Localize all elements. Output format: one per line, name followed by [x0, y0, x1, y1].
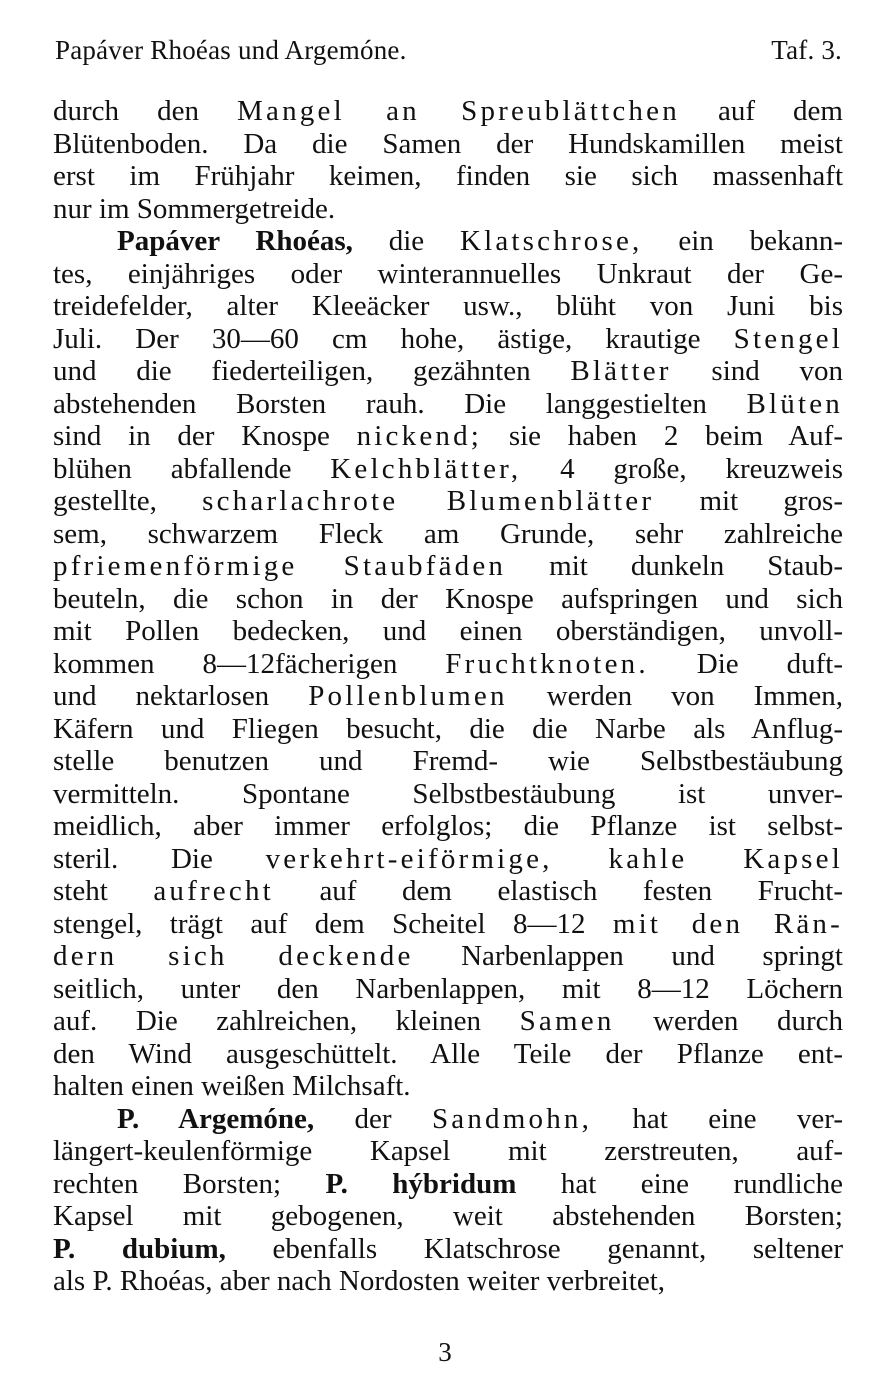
- spaced-term: Sandmohn,: [431, 1102, 593, 1135]
- spaced-term: Samen: [519, 1005, 615, 1037]
- running-header: [55, 34, 842, 66]
- text-line: [53, 908, 843, 941]
- text-segment: mit dunkeln Staub-: [506, 550, 843, 582]
- text-line: [53, 95, 843, 128]
- text-line: [53, 388, 843, 421]
- spaced-term: Kelchblätter,: [330, 452, 522, 485]
- text-line: [53, 940, 843, 973]
- text-segment: auf dem elastisch festen Frucht-: [273, 875, 843, 907]
- text-line: [53, 323, 843, 356]
- text-segment: 4 große, kreuzweis: [521, 452, 844, 485]
- text-line: [53, 1168, 843, 1201]
- text-segment: Narbenlappen und springt: [413, 940, 843, 972]
- text-line: [53, 160, 843, 193]
- text-segment: Die duft-: [648, 647, 843, 680]
- text-segment: sind in der Knospe: [53, 420, 357, 452]
- text-line: [53, 1103, 843, 1136]
- text-segment: erst im Frühjahr keimen, finden sie sich massenhaft: [53, 160, 843, 192]
- text-line: [53, 1135, 843, 1168]
- text-segment: mit Pollen bedecken, und einen oberständigen, unvoll-: [53, 615, 843, 647]
- text-line: [53, 875, 843, 908]
- text-line: [53, 583, 843, 616]
- text-segment: steht: [53, 875, 154, 907]
- text-line: [53, 713, 843, 746]
- text-line: [53, 1038, 843, 1071]
- spaced-term: Mangel an Spreublättchen: [237, 95, 680, 127]
- spaced-term: scharlachrote Blumenblätter: [202, 485, 655, 517]
- text-line: [53, 258, 843, 291]
- spaced-term: aufrecht: [153, 875, 274, 907]
- bold-term: P. dubium,: [53, 1232, 226, 1265]
- spaced-term: Stengel: [733, 322, 843, 355]
- text-segment: den Wind ausgeschüttelt. Alle Teile der Pflanze ent-: [53, 1037, 843, 1070]
- text-segment: stengel, trägt auf dem Scheitel 8—12: [53, 907, 613, 940]
- text-line: [53, 615, 843, 648]
- text-segment: treidefelder, alter Kleeäcker usw., blüht von Juni bis: [53, 290, 843, 322]
- text-segment: Blütenboden. Da die Samen der Hundskamillen meist: [53, 127, 843, 160]
- running-title: Papáver Rhoéas und Argemóne.: [55, 35, 407, 65]
- text-line: [53, 1233, 843, 1266]
- text-line: [53, 778, 843, 811]
- text-segment: gestellte,: [53, 485, 203, 517]
- text-segment: der: [314, 1102, 432, 1135]
- text-segment: und nektarlosen: [53, 680, 309, 712]
- text-segment: steril. Die: [53, 842, 266, 875]
- text-segment: ein bekann-: [642, 225, 843, 257]
- text-segment: und die fiederteiligen, gezähnten: [53, 355, 571, 387]
- bold-term: Papáver Rhoéas,: [117, 225, 353, 257]
- text-line: [53, 680, 843, 713]
- text-segment: vermitteln. Spontane Selbstbestäubung ist unver-: [53, 777, 843, 810]
- spaced-term: Klatschrose,: [459, 225, 643, 257]
- spaced-term: Blüten: [746, 387, 843, 420]
- text-segment: seitlich, unter den Narbenlappen, mit 8—12 Löchern: [53, 972, 843, 1005]
- text-segment: abstehenden Borsten rauh. Die langgestielten: [53, 387, 747, 420]
- spaced-term: Pollenblumen: [308, 680, 508, 712]
- text-segment: werden von Immen,: [507, 680, 843, 712]
- text-line: [53, 973, 843, 1006]
- bold-term: P. Argemóne,: [117, 1102, 315, 1135]
- spaced-term: mit den Rän-: [612, 907, 843, 940]
- body-text: [53, 95, 843, 1298]
- text-segment: beuteln, die schon in der Knospe aufspringen und sich: [53, 582, 843, 615]
- text-line: [53, 1005, 843, 1038]
- text-line: [53, 843, 843, 876]
- text-segment: meidlich, aber immer erfolglos; die Pflanze ist selbst-: [53, 810, 843, 842]
- text-line: [53, 128, 843, 161]
- text-segment: nur im Sommergetreide.: [53, 192, 336, 225]
- text-segment: hat eine rundliche: [516, 1167, 843, 1200]
- text-line: [53, 485, 843, 518]
- text-segment: sem, schwarzem Fleck am Grunde, sehr zahlreiche: [53, 517, 843, 550]
- page-number: 3: [438, 1337, 452, 1367]
- text-segment: blühen abfallende: [53, 452, 331, 485]
- text-line: [53, 1070, 843, 1103]
- text-line: [53, 810, 843, 843]
- text-segment: mit gros-: [654, 485, 843, 517]
- text-line: [53, 420, 843, 453]
- text-line: [53, 1200, 843, 1233]
- text-line: [53, 745, 843, 778]
- text-segment: Kapsel mit gebogenen, weit abstehenden Borsten;: [53, 1200, 843, 1232]
- text-line: [53, 290, 843, 323]
- text-segment: Juli. Der 30—60 cm hohe, ästige, krautige: [53, 322, 734, 355]
- spaced-term: dern sich deckende: [53, 940, 414, 972]
- text-segment: kommen 8—12fächerigen: [53, 647, 446, 680]
- text-segment: längert-keulenförmige Kapsel mit zerstreuten, auf-: [53, 1135, 843, 1167]
- bold-term: P. hýbridum: [325, 1167, 517, 1200]
- text-line: [53, 1265, 843, 1298]
- text-segment: Käfern und Fliegen besucht, die die Narbe als Anflug-: [53, 712, 843, 745]
- text-segment: sie haben 2 beim Auf-: [482, 420, 843, 452]
- text-segment: sind von: [671, 355, 844, 387]
- text-segment: ebenfalls Klatschrose genannt, seltener: [225, 1232, 844, 1265]
- spaced-term: Blätter: [570, 355, 672, 387]
- text-segment: als P. Rhoéas, aber nach Nordosten weiter verbreitet,: [53, 1265, 666, 1297]
- text-segment: tes, einjähriges oder winterannuelles Unkraut der Ge-: [53, 257, 843, 290]
- text-segment: rechten Borsten;: [53, 1167, 326, 1200]
- text-line: [53, 648, 843, 681]
- text-line: [53, 355, 843, 388]
- text-line: [53, 518, 843, 551]
- text-line: [53, 225, 843, 258]
- plate-label: Taf. 3.: [771, 35, 842, 65]
- spaced-term: pfriemenförmige Staubfäden: [53, 550, 507, 582]
- text-segment: die: [352, 225, 460, 257]
- text-segment: stelle benutzen und Fremd- wie Selbstbestäubung: [53, 745, 843, 777]
- text-line: [53, 550, 843, 583]
- text-segment: werden durch: [614, 1005, 844, 1037]
- text-line: [53, 193, 843, 226]
- text-line: [53, 453, 843, 486]
- spaced-term: verkehrt-eiförmige, kahle Kapsel: [265, 842, 843, 875]
- text-segment: auf. Die zahlreichen, kleinen: [53, 1005, 520, 1037]
- text-segment: auf dem: [679, 95, 843, 127]
- text-segment: halten einen weißen Milchsaft.: [53, 1070, 411, 1102]
- text-segment: durch den: [53, 95, 238, 127]
- spaced-term: Fruchtknoten.: [445, 647, 649, 680]
- spaced-term: nickend;: [356, 420, 483, 452]
- text-segment: hat eine ver-: [592, 1102, 844, 1135]
